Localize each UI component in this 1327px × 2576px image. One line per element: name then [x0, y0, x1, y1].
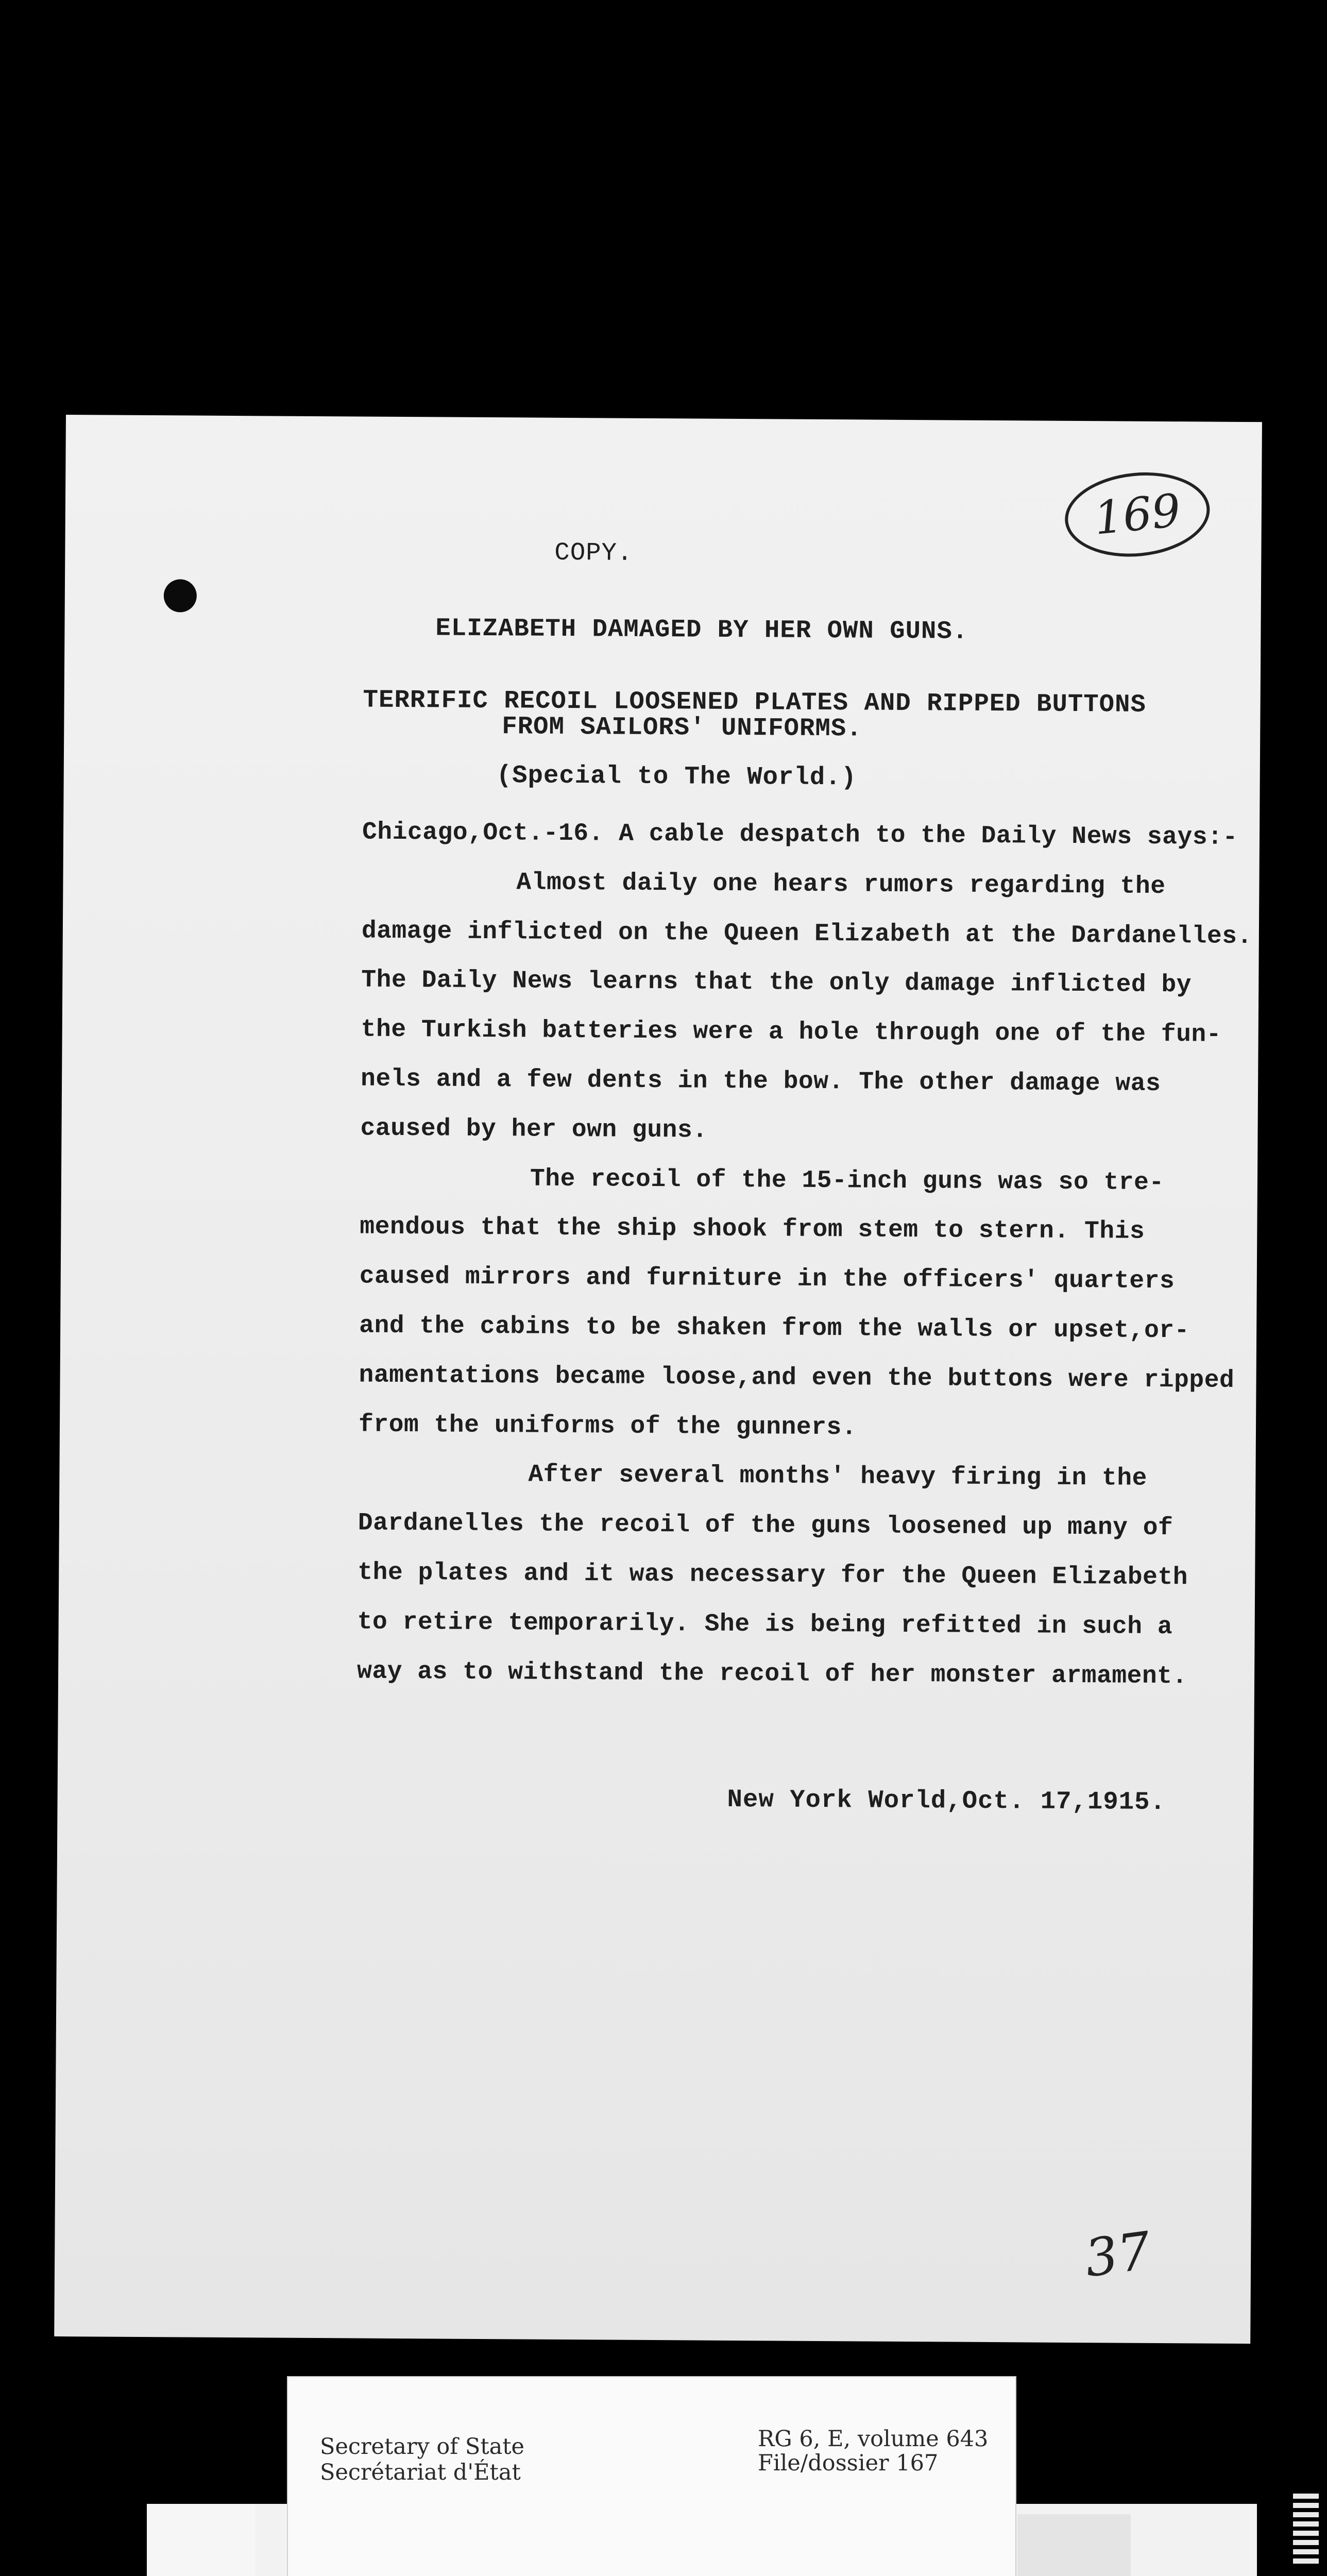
- department-french: Secrétariat d'État: [320, 2460, 521, 2485]
- department-english: Secretary of State: [320, 2434, 524, 2460]
- copy-label: COPY.: [554, 538, 633, 568]
- body-line: namentations became loose,and even the buttons were ripped: [359, 1361, 1235, 1395]
- headline: ELIZABETH DAMAGED BY HER OWN GUNS.: [435, 614, 968, 646]
- body-line: nels and a few dents in the bow. The other damage was: [360, 1065, 1161, 1098]
- body-line: to retire temporarily. She is being refitted in such a: [357, 1608, 1173, 1641]
- folio-number: 169: [1061, 466, 1214, 563]
- article-body: [357, 808, 1269, 1702]
- archive-reference-card: [287, 2376, 1016, 2576]
- volume-reference: RG 6, E, volume 643: [758, 2426, 989, 2452]
- film-edge-marks: [1293, 2494, 1319, 2566]
- file-reference: File/dossier 167: [758, 2450, 939, 2476]
- body-line: and the cabins to be shaken from the walls or upset,or-: [359, 1312, 1190, 1345]
- body-line: mendous that the ship shook from stem to stern. This: [360, 1213, 1145, 1246]
- body-line: from the uniforms of the gunners.: [358, 1411, 857, 1442]
- source-signature: New York World,Oct. 17,1915.: [727, 1785, 1166, 1817]
- document-page: [54, 415, 1262, 2344]
- subheadline-line-1: TERRIFIC RECOIL LOOSENED PLATES AND RIPPED BUTTONS: [363, 685, 1147, 719]
- body-line: the Turkish batteries were a hole through one of the fun-: [361, 1015, 1222, 1049]
- body-line: Chicago,Oct.-16. A cable despatch to the Daily News says:-: [362, 818, 1238, 852]
- body-line: Almost daily one hears rumors regarding the: [516, 869, 1166, 901]
- punch-hole: [164, 579, 197, 612]
- label-backing-right: [1017, 2514, 1131, 2576]
- subheadline-line-2: FROM SAILORS' UNIFORMS.: [502, 712, 862, 743]
- body-line: caused by her own guns.: [360, 1114, 708, 1145]
- label-backing-left: [147, 2504, 255, 2576]
- body-line: caused mirrors and furniture in the officers' quarters: [359, 1262, 1175, 1296]
- body-line: After several months' heavy firing in the: [528, 1461, 1148, 1493]
- body-line: damage inflicted on the Queen Elizabeth at the Dardanelles.: [361, 917, 1253, 951]
- body-line: The recoil of the 15-inch guns was so tre-: [530, 1165, 1164, 1197]
- body-line: way as to withstand the recoil of her monster armament.: [356, 1657, 1188, 1690]
- page-mark: 37: [1081, 2220, 1154, 2289]
- body-line: the plates and it was necessary for the Queen Elizabeth: [358, 1558, 1188, 1592]
- special-credit: (Special to The World.): [496, 761, 857, 792]
- body-line: The Daily News learns that the only damage inflicted by: [361, 966, 1192, 999]
- body-line: Dardanelles the recoil of the guns loosened up many of: [358, 1509, 1173, 1543]
